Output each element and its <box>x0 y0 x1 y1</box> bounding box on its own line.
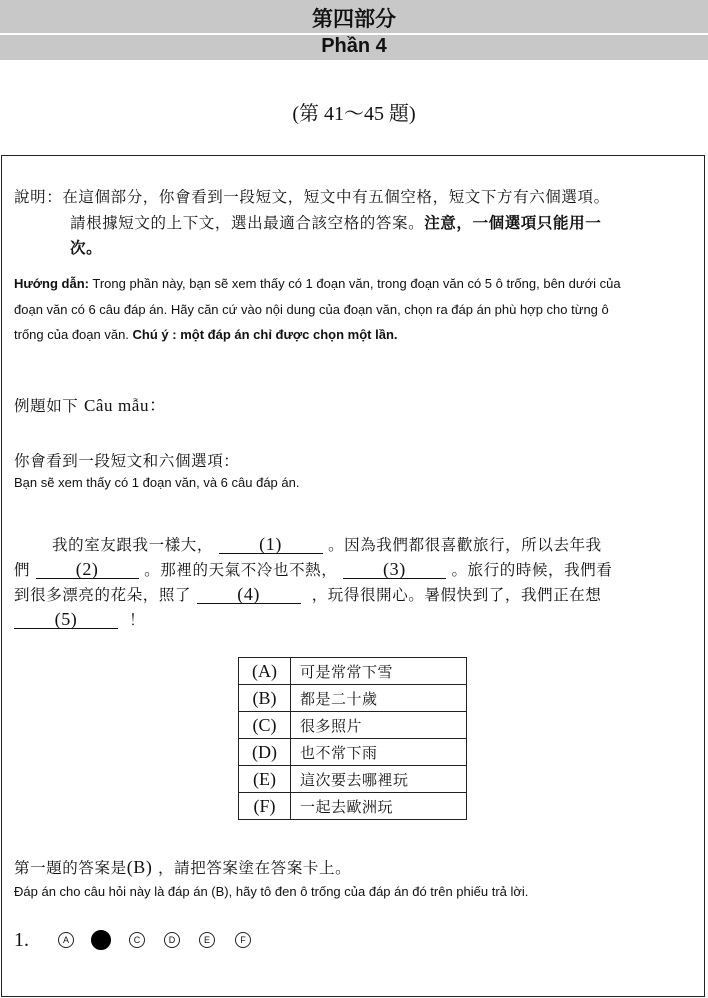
option-letter: (A) <box>239 658 291 685</box>
blank-3: (3) <box>343 560 446 579</box>
answer-bubble-d[interactable]: D <box>164 932 180 948</box>
option-text: 這次要去哪裡玩 <box>291 766 467 793</box>
example-heading: 例題如下 Câu mẫu： <box>14 396 167 415</box>
blank-1: (1) <box>219 535 323 554</box>
section-title-vi: Phần 4 <box>321 35 387 57</box>
option-text: 一起去歐洲玩 <box>291 793 467 820</box>
instruction-vi-line-2: đoạn văn có 6 câu đáp án. Hãy căn cứ vào nội dung của đoạn văn, chọn ra đáp án phù hợp cho từng ô <box>14 302 609 317</box>
answer-bubble-e[interactable]: E <box>199 932 215 948</box>
passage-line-2: 們 (2) 。那裡的天氣不冷也不熱， (3) 。旅行的時候，我們看 <box>14 559 613 579</box>
instruction-cn-line-3: 次。 <box>70 238 103 257</box>
instruction-vi-line-3: trống của đoạn văn. Chú ý : một đáp án chỉ được chọn một lần. <box>14 327 398 342</box>
section-title-cn: 第四部分 <box>312 6 396 31</box>
option-letter: (E) <box>239 766 291 793</box>
question-range: (第 41～45 題) <box>292 103 416 125</box>
option-row <box>239 739 467 766</box>
answer-bubble-f[interactable]: F <box>235 932 251 948</box>
instruction-cn-line-1: 說明：在這個部分，你會看到一段短文，短文中有五個空格，短文下方有六個選項。 <box>14 188 610 206</box>
passage-line-4: (5) ！ <box>14 608 145 630</box>
option-row <box>239 766 467 793</box>
option-text: 可是常常下雪 <box>291 658 467 685</box>
option-text: 都是二十歲 <box>291 685 467 712</box>
question-number: 1. <box>14 929 29 951</box>
option-text: 也不常下雨 <box>291 739 467 766</box>
answer-explanation-cn: 第一題的答案是(B) ，請把答案塗在答案卡上。 <box>14 857 352 877</box>
option-row <box>239 658 467 685</box>
passage-line-3: 到很多漂亮的花朵，照了 (4) ，玩得很開心。暑假快到了，我們正在想 <box>14 584 602 604</box>
blank-2: (2) <box>36 560 139 579</box>
answer-bubble-a[interactable]: A <box>58 932 74 948</box>
option-row <box>239 712 467 739</box>
option-text: 很多照片 <box>291 712 467 739</box>
example-intro-vi: Bạn sẽ xem thấy có 1 đoạn văn, và 6 câu đáp án. <box>14 475 300 490</box>
blank-5: (5) <box>14 610 118 629</box>
blank-4: (4) <box>197 585 301 604</box>
answer-bubble-c[interactable]: C <box>129 932 145 948</box>
option-letter: (C) <box>239 712 291 739</box>
answer-bubble-b-filled[interactable] <box>91 930 111 950</box>
option-row <box>239 793 467 820</box>
instruction-cn-line-2: 請根據短文的上下文，選出最適合該空格的答案。注意，一個選項只能用一 <box>70 213 602 232</box>
option-row <box>239 685 467 712</box>
example-intro-cn: 你會看到一段短文和六個選項： <box>14 452 240 470</box>
answer-explanation-vi: Đáp án cho câu hỏi này là đáp án (B), hãy tô đen ô trống của đáp án đó trên phiếu trả lời. <box>14 884 529 899</box>
option-letter: (B) <box>239 685 291 712</box>
options-table <box>238 657 467 820</box>
option-letter: (D) <box>239 739 291 766</box>
passage-line-1: 我的室友跟我一樣大， (1) 。因為我們都很喜歡旅行，所以去年我 <box>52 534 602 554</box>
option-letter: (F) <box>239 793 291 820</box>
instruction-vi-line-1: Hướng dẫn: Trong phần này, bạn sẽ xem thấy có 1 đoạn văn, trong đoạn văn có 5 ô trống, bên dưới của <box>14 276 621 291</box>
